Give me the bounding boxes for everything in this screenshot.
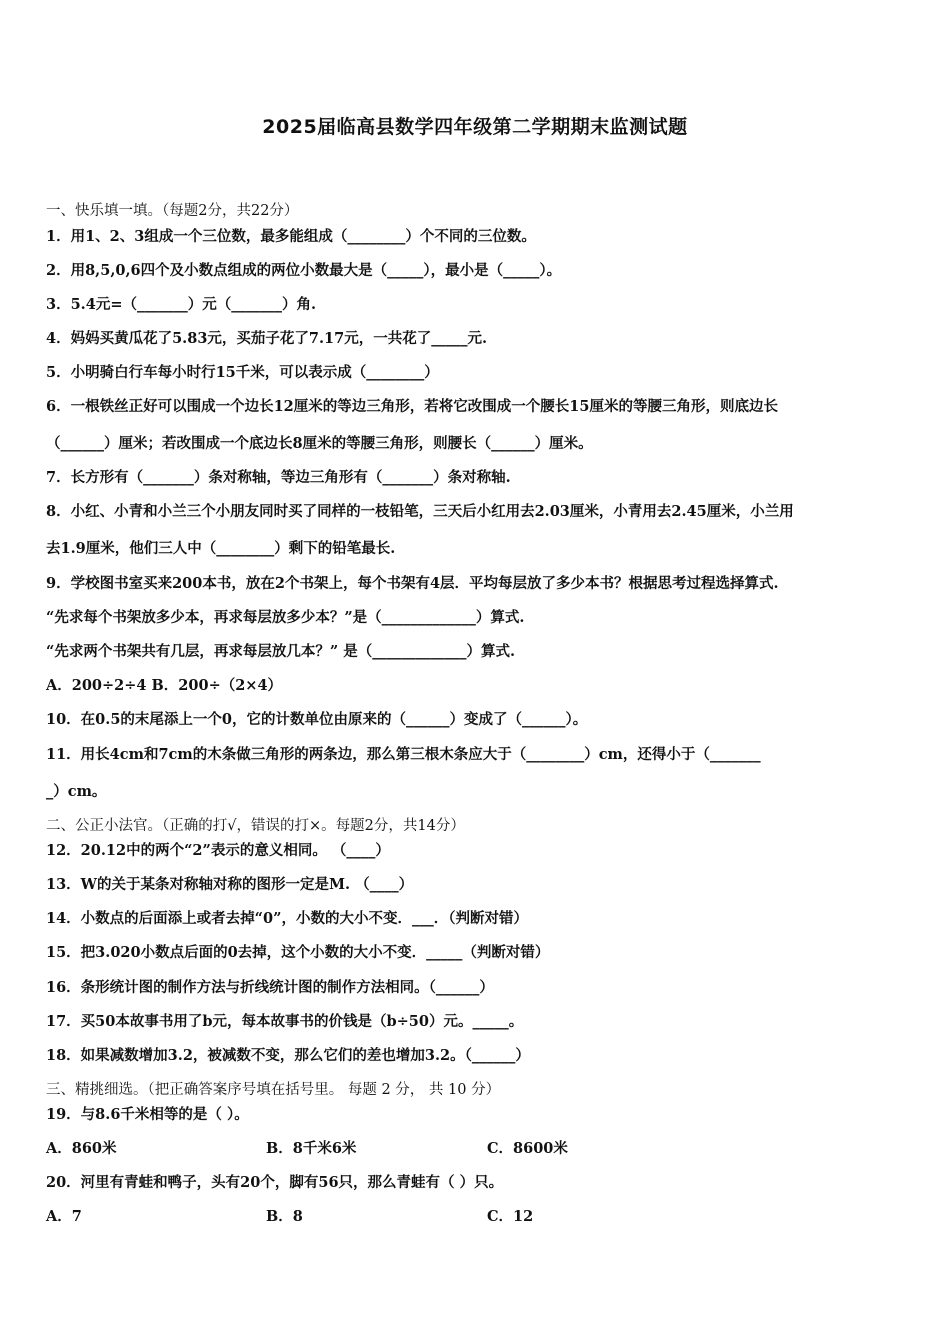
section2-heading: 二、公正小法官。（正确的打√，错误的打×。每题2分，共14分） (46, 818, 465, 834)
question-5: 5．小明骑白行车每小时行15千米，可以表示成（________） (46, 364, 439, 381)
question-6-line2: （______）厘米；若改围成一个底边长8厘米的等腰三角形，则腰长（______）厘米。 (46, 435, 593, 452)
question-13: 13．W的关于某条对称轴对称的图形一定是M. （____） (46, 876, 414, 893)
option-a: A．7 (46, 1208, 82, 1225)
question-8-line2: 去1.9厘米，他们三人中（________）剩下的铅笔最长. (46, 540, 396, 557)
question-9-line1: 9．学校图书室买来200本书，放在2个书架上，每个书架有4层．平均每层放了多少本书？根据思考过程选择算式. (46, 575, 779, 592)
option-b: B．8 (266, 1208, 303, 1225)
option-c: C．12 (487, 1208, 534, 1225)
option-c: C．8600米 (487, 1140, 568, 1157)
question-7: 7．长方形有（_______）条对称轴，等边三角形有（_______）条对称轴. (46, 469, 511, 486)
question-20: 20．河里有青蛙和鸭子，头有20个，脚有56只，那么青蛙有（ ）只。 (46, 1174, 504, 1191)
section3-heading: 三、精挑细选。（把正确答案序号填在括号里。 每题 2 分， 共 10 分） (46, 1082, 501, 1098)
question-12: 12．20.12中的两个“2”表示的意义相同。 （____） (46, 842, 390, 859)
option-b: B．8千米6米 (266, 1140, 357, 1157)
question-4: 4．妈妈买黄瓜花了5.83元，买茄子花了7.17元，一共花了_____元. (46, 330, 488, 347)
question-8-line1: 8．小红、小青和小兰三个小朋友同时买了同样的一枝铅笔，三天后小红用去2.03厘米，小青用去2.45厘米，小兰用 (46, 503, 794, 520)
question-9-line2: “先求每个书架放多少本，再求每层放多少本？”是（_____________）算式. (46, 609, 525, 626)
question-11-line1: 11．用长4cm和7cm的木条做三角形的两条边，那么第三根木条应大于（________）cm，还得小于（_______ (46, 746, 761, 763)
question-16: 16．条形统计图的制作方法与折线统计图的制作方法相同。（______） (46, 979, 494, 996)
question-6-line1: 6．一根铁丝正好可以围成一个边长12厘米的等边三角形，若将它改围成一个腰长15厘米的等腰三角形，则底边长 (46, 398, 778, 415)
section1-heading: 一、快乐填一填。（每题2分，共22分） (46, 203, 299, 219)
question-19: 19．与8.6千米相等的是（ ）。 (46, 1106, 249, 1123)
question-15: 15．把3.020小数点后面的0去掉，这个小数的大小不变．_____（判断对错） (46, 944, 550, 961)
question-1: 1．用1、2、3组成一个三位数，最多能组成（________）个不同的三位数。 (46, 228, 536, 245)
question-9-line3: “先求两个书架共有几层，再求每层放几本？” 是（_____________）算式. (46, 643, 516, 660)
question-3: 3．5.4元=（_______）元（_______）角. (46, 296, 317, 313)
question-2: 2．用8,5,0,6四个及小数点组成的两位小数最大是（_____），最小是（_____）。 (46, 262, 562, 279)
question-10: 10．在0.5的末尾添上一个0，它的计数单位由原来的（______）变成了（______）。 (46, 711, 588, 728)
question-18: 18．如果减数增加3.2，被减数不变，那么它们的差也增加3.2。（______） (46, 1047, 530, 1064)
option-a: A．860米 (46, 1140, 117, 1157)
question-17: 17．买50本故事书用了b元，每本故事书的价钱是（b÷50）元。_____。 (46, 1013, 524, 1030)
page-title: 2025届临高县数学四年级第二学期期末监测试题 (262, 116, 688, 138)
question-11-line2: _）cm。 (46, 783, 107, 800)
question-14: 14．小数点的后面添上或者去掉“0”，小数的大小不变．___．（判断对错） (46, 910, 528, 927)
question-9-options: A．200÷2÷4 B．200÷（2×4） (46, 677, 283, 694)
